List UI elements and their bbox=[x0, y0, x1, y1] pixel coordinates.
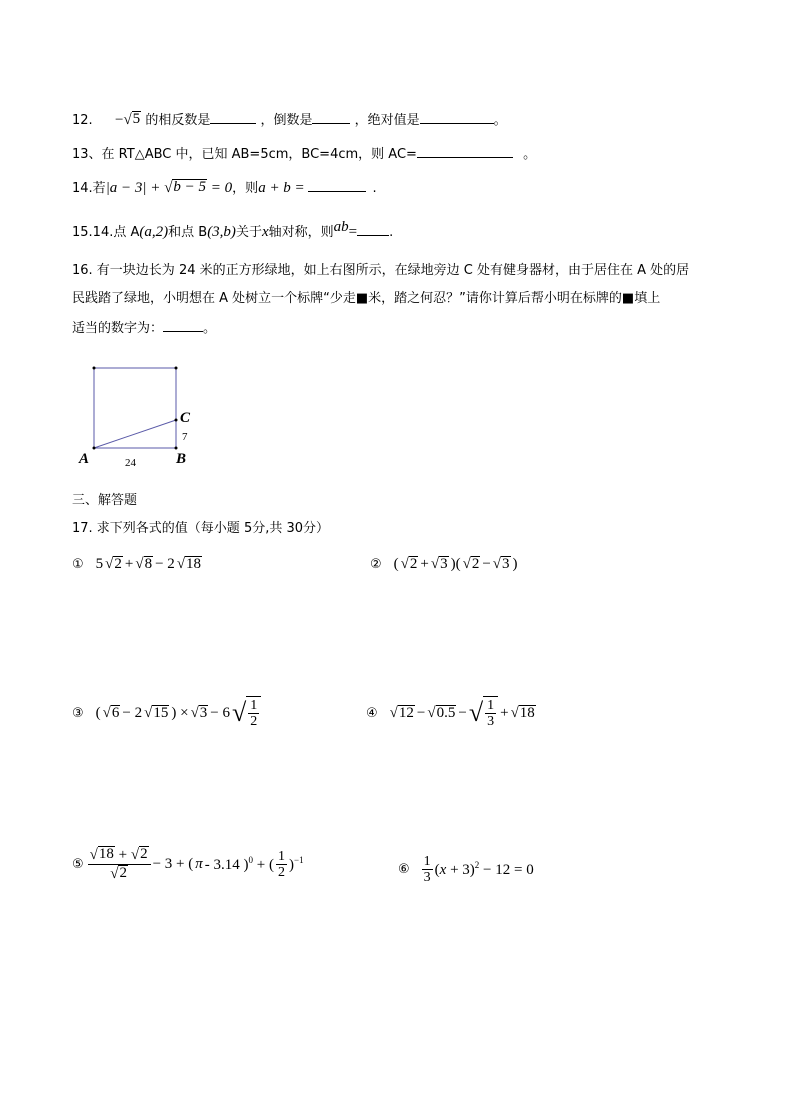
answer-blank-14[interactable] bbox=[308, 178, 366, 192]
answer-blank-12a[interactable] bbox=[210, 110, 256, 124]
question-16-line1: 16. 有一块边长为 24 米的正方形绿地，如上右图所示，在绿地旁边 C 处有健身器材，由于居住在 A 处的居 bbox=[72, 263, 690, 278]
question-13: 13、在 RT△ABC 中，已知 AB=5cm，BC=4cm，则 AC= 。 bbox=[72, 144, 536, 164]
label-c: C bbox=[180, 410, 191, 426]
question-17-title: 17. 求下列各式的值（每小题 5分,共 30分） bbox=[72, 521, 330, 536]
question-15: 15.14.点 A(a,2)和点 B(3,b)关于x轴对称，则ab= . bbox=[72, 219, 394, 240]
label-side-ab: 24 bbox=[125, 457, 136, 469]
label-b: B bbox=[176, 451, 187, 467]
point-b bbox=[175, 447, 178, 450]
answer-blank-12c[interactable] bbox=[420, 110, 494, 124]
segment-ac bbox=[94, 420, 176, 448]
question-16-line2: 民践踏了绿地，小明想在 A 处树立一个标牌“少走■米，踏之何忍？”请你计算后帮小明在标牌的■填上 bbox=[72, 291, 661, 306]
problem-6: ⑥ $\frac{1}{3}$ $(x + 3)^2 - 12 = 0$ bbox=[398, 854, 534, 885]
answer-blank-12b[interactable] bbox=[312, 110, 350, 124]
square-outline bbox=[94, 368, 176, 448]
vertex-top-left bbox=[93, 367, 96, 370]
problem-3: ③ ( √ 6 − 2 √ 15 ) × √ 3 − 6 √ $\frac{1}{2}$ bbox=[72, 696, 261, 730]
answer-blank-13[interactable] bbox=[417, 144, 513, 158]
label-side-bc: 7 bbox=[182, 431, 188, 443]
point-a bbox=[93, 447, 96, 450]
q12-sqrt: √ 5 bbox=[123, 111, 141, 128]
square-field-figure bbox=[72, 360, 212, 472]
label-a: A bbox=[79, 451, 90, 467]
vertex-top-right bbox=[175, 367, 178, 370]
answer-blank-15[interactable] bbox=[357, 222, 389, 236]
problem-4: ④ √ 12 − √ 0.5 − √ $\frac{1}{3}$ + √ 18 bbox=[366, 698, 535, 729]
problem-2: ② ( √ 2 + √ 3 )( √ 2 − √ 3 ) bbox=[370, 556, 518, 572]
question-14: 14.若|a − 3| + √ b − 5 = 0，则a + b = . bbox=[72, 179, 377, 196]
question-16-line3: 适当的数字为： 。 bbox=[72, 318, 216, 338]
question-12: 12. − √ 5 的相反数是 ，倒数是 ，绝对值是 。 bbox=[72, 111, 507, 128]
q12-number: 12. bbox=[72, 113, 93, 128]
problem-5: ⑤ √ 18 + √ 2 √ 2 − 3 + ( π - 3.14 )$^0$ + ( $\frac{1}{2}$ )$^{-1}$ bbox=[72, 846, 304, 882]
point-c bbox=[175, 419, 178, 422]
section-heading: 三、解答题 bbox=[72, 493, 138, 508]
answer-blank-16[interactable] bbox=[163, 318, 203, 332]
problem-1: ① 5 √ 2 + √ 8 − 2 √ 18 bbox=[72, 556, 202, 572]
